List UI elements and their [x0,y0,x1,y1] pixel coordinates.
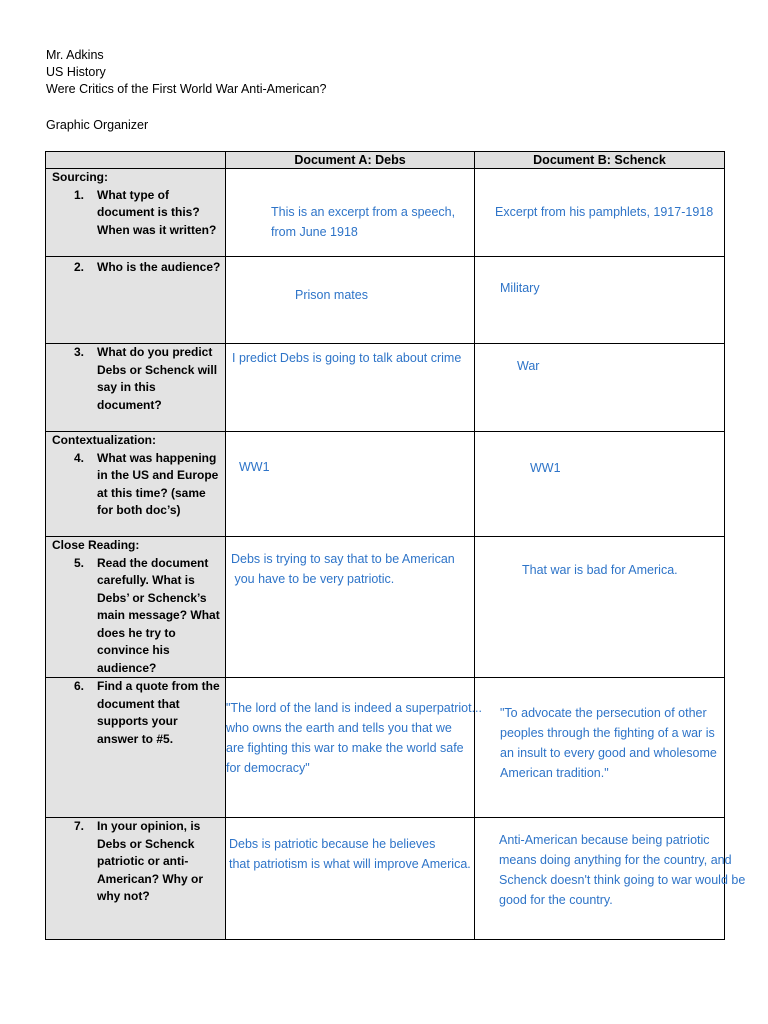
answer-text: Debs is patriotic because he believes that patriotism is what will improve America. [229,837,471,871]
question-number: 6. [74,679,85,693]
question-number: 1. [74,187,85,202]
answer-text: Excerpt from his pamphlets, 1917-1918 [495,205,714,219]
answer-cell-document-a[interactable] [226,678,482,818]
answer-text: WW1 [239,460,270,474]
worksheet-subtitle: Graphic Organizer [46,118,149,132]
question-text: Who is the audience? [97,260,221,274]
column-header-blank [46,152,226,169]
question-cell [46,257,226,344]
question-number: 4. [74,450,85,465]
section-label: Contextualization: [52,433,156,447]
column-header-document-b: Document B: Schenck [475,152,725,169]
question-cell [46,169,226,257]
answer-cell-document-a[interactable] [226,344,475,432]
table-row [46,344,725,432]
answer-text: WW1 [530,461,561,475]
answer-text: Military [500,281,540,295]
answer-cell-document-b[interactable] [475,678,725,818]
table-header-row [46,152,725,169]
answer-text: Debs is trying to say that to be American you have to be very patriotic. [231,552,455,586]
section-label: Close Reading: [52,538,140,552]
teacher-name: Mr. Adkins [46,48,104,62]
answer-cell-document-a[interactable] [226,537,475,678]
question-cell [46,678,226,818]
answer-cell-document-a[interactable] [226,257,475,344]
question-cell [46,818,226,940]
question-text: Find a quote from the document that supports your answer to #5. [97,679,220,746]
answer-text: That war is bad for America. [522,563,678,577]
question-text: What type of document is this? When was it written? [97,187,217,237]
answer-cell-document-b[interactable] [475,818,746,940]
table-row [46,818,725,940]
answer-cell-document-a[interactable] [226,818,475,940]
table-row [46,257,725,344]
question-text: What do you predict Debs or Schenck will say in this document? [97,345,218,412]
table-row [46,537,725,678]
question-number: 7. [74,819,85,833]
graphic-organizer-table [45,151,746,940]
question-number: 5. [74,555,85,570]
question-cell [46,432,226,537]
answer-cell-document-b[interactable] [475,537,725,678]
answer-cell-document-b[interactable] [475,432,725,537]
question-cell [46,344,226,432]
answer-cell-document-a[interactable] [226,169,475,257]
question-text: Read the document carefully. What is Debs’ or Schenck’s main message? What does he try to convince his audience? [97,555,220,675]
answer-text: "To advocate the persecution of other peoples through the fighting of a war is an insult to every good and wholesome American tradition." [500,706,717,780]
answer-text: Anti-American because being patriotic means doing anything for the country, and Schenck doesn't think going to war would be good for the country. [499,833,746,907]
answer-text: I predict Debs is going to talk about crime [232,351,462,365]
table-row [46,169,725,257]
table-row [46,678,725,818]
question-text: In your opinion, is Debs or Schenck patriotic or anti-American? Why or why not? [97,819,204,903]
question-cell [46,537,226,678]
question-number: 2. [74,260,85,274]
question-number: 3. [74,345,85,359]
course-name: US History [46,65,106,79]
worksheet-title: Were Critics of the First World War Anti-American? [46,82,327,96]
question-text: What was happening in the US and Europe at this time? (same for both doc’s) [97,450,219,517]
answer-cell-document-b[interactable] [475,257,725,344]
answer-text: This is an excerpt from a speech, from June 1918 [271,205,456,239]
answer-text: Prison mates [295,288,368,302]
table-row [46,432,725,537]
answer-cell-document-b[interactable] [475,169,725,257]
answer-text: War [517,359,540,373]
answer-cell-document-b[interactable] [475,344,725,432]
answer-text: "The lord of the land is indeed a superpatriot... who owns the earth and tells you that we are fighting this war to make the world safe for democracy" [226,701,482,775]
answer-cell-document-a[interactable] [226,432,475,537]
section-label: Sourcing: [52,170,108,184]
column-header-document-a: Document A: Debs [226,152,475,169]
